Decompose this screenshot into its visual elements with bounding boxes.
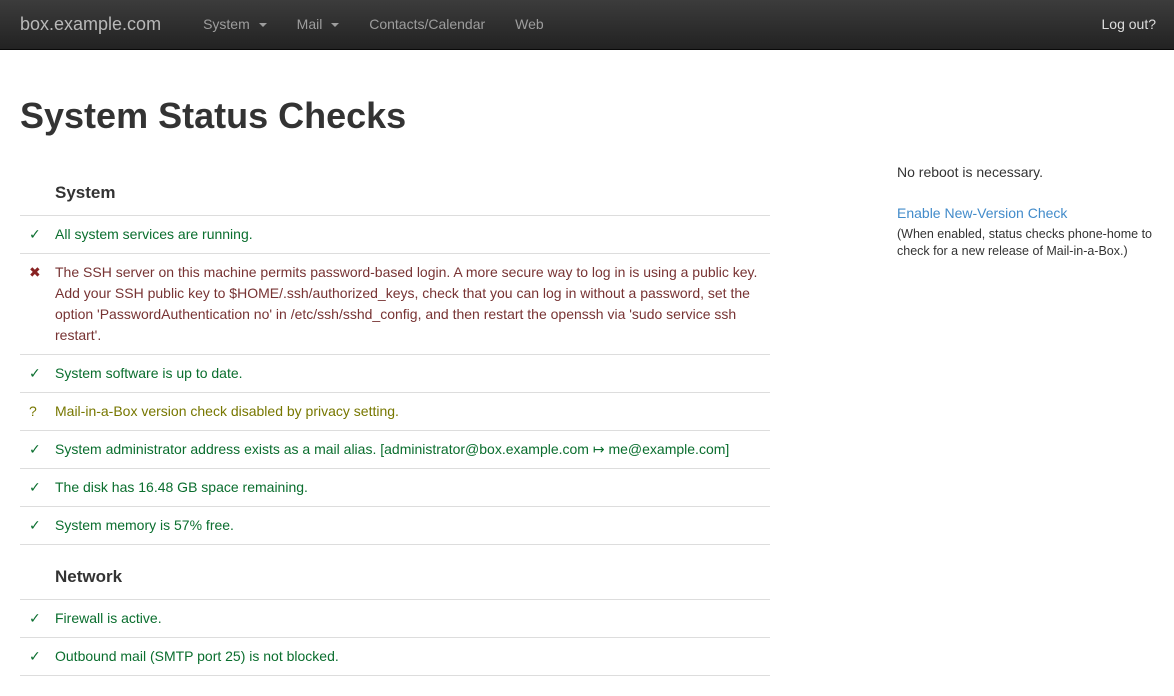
- status-ok-icon: ✓: [20, 431, 55, 468]
- nav-item-label: Contacts/Calendar: [369, 16, 485, 32]
- page-title: System Status Checks: [20, 96, 1174, 136]
- navbar-menu: [188, 0, 559, 49]
- status-check-message: The SSH server on this machine permits password-based login. A more secure way to log in is using a public key. Add your SSH public key to $HOME/.ssh/authorized_keys, check that you can log in without a password, set the option 'PasswordAuthentication no' in /etc/ssh/sshd_config, and then restart the openssh via 'sudo service ssh restart'.: [55, 254, 770, 354]
- reboot-status-text: No reboot is necessary.: [897, 162, 1159, 182]
- status-check-message: Mail-in-a-Box version check disabled by privacy setting.: [55, 393, 770, 430]
- status-ok-icon: ✓: [20, 355, 55, 392]
- status-check-row: [20, 253, 770, 354]
- nav-item-label: Mail: [297, 16, 323, 32]
- chevron-down-icon: [331, 23, 339, 27]
- enable-version-check-link[interactable]: Enable New-Version Check: [897, 205, 1067, 221]
- status-cell-empty: [20, 545, 55, 599]
- version-check-note: (When enabled, status checks phone-home to check for a new release of Mail-in-a-Box.): [897, 226, 1159, 260]
- nav-item-contacts-calendar[interactable]: [354, 0, 500, 49]
- section-heading-row: [20, 182, 770, 215]
- status-checks-table: [20, 182, 770, 676]
- status-check-row: [20, 506, 770, 544]
- status-check-message: System administrator address exists as a mail alias. [administrator@box.example.com ↦ me@example.com]: [55, 431, 770, 468]
- status-check-row: [20, 637, 770, 675]
- status-check-row: [20, 468, 770, 506]
- status-cell-empty: [20, 182, 55, 215]
- status-check-row: [20, 430, 770, 468]
- status-check-row: [20, 354, 770, 392]
- status-ok-icon: ✓: [20, 507, 55, 544]
- nav-item-label: Web: [515, 16, 544, 32]
- status-check-row: [20, 392, 770, 430]
- version-check-block: [897, 203, 1159, 260]
- status-warning-icon: ?: [20, 393, 55, 430]
- nav-item-system[interactable]: [188, 0, 282, 49]
- navbar-spacer: [559, 0, 1087, 49]
- status-check-row: [20, 599, 770, 637]
- top-navbar: [0, 0, 1174, 50]
- status-ok-icon: ✓: [20, 638, 55, 675]
- section-heading: Network: [55, 545, 770, 599]
- status-check-message: Outbound mail (SMTP port 25) is not blocked.: [55, 638, 770, 675]
- status-check-message: System memory is 57% free.: [55, 507, 770, 544]
- status-check-message: System software is up to date.: [55, 355, 770, 392]
- section-heading-row: [20, 544, 770, 599]
- status-check-message: Firewall is active.: [55, 600, 770, 637]
- status-ok-icon: ✓: [20, 600, 55, 637]
- status-check-message: All system services are running.: [55, 216, 770, 253]
- status-error-icon: ✖: [20, 254, 55, 354]
- nav-item-label: System: [203, 16, 250, 32]
- status-sidebar: [897, 162, 1159, 260]
- status-check-row: [20, 215, 770, 253]
- status-ok-icon: ✓: [20, 216, 55, 253]
- nav-item-web[interactable]: [500, 0, 559, 49]
- section-heading: System: [55, 182, 770, 215]
- nav-item-mail[interactable]: [282, 0, 355, 49]
- status-ok-icon: ✓: [20, 469, 55, 506]
- status-check-message: The disk has 16.48 GB space remaining.: [55, 469, 770, 506]
- page-content: [0, 50, 1174, 696]
- brand-link[interactable]: box.example.com: [0, 0, 176, 49]
- logout-link[interactable]: Log out?: [1087, 0, 1174, 49]
- chevron-down-icon: [259, 23, 267, 27]
